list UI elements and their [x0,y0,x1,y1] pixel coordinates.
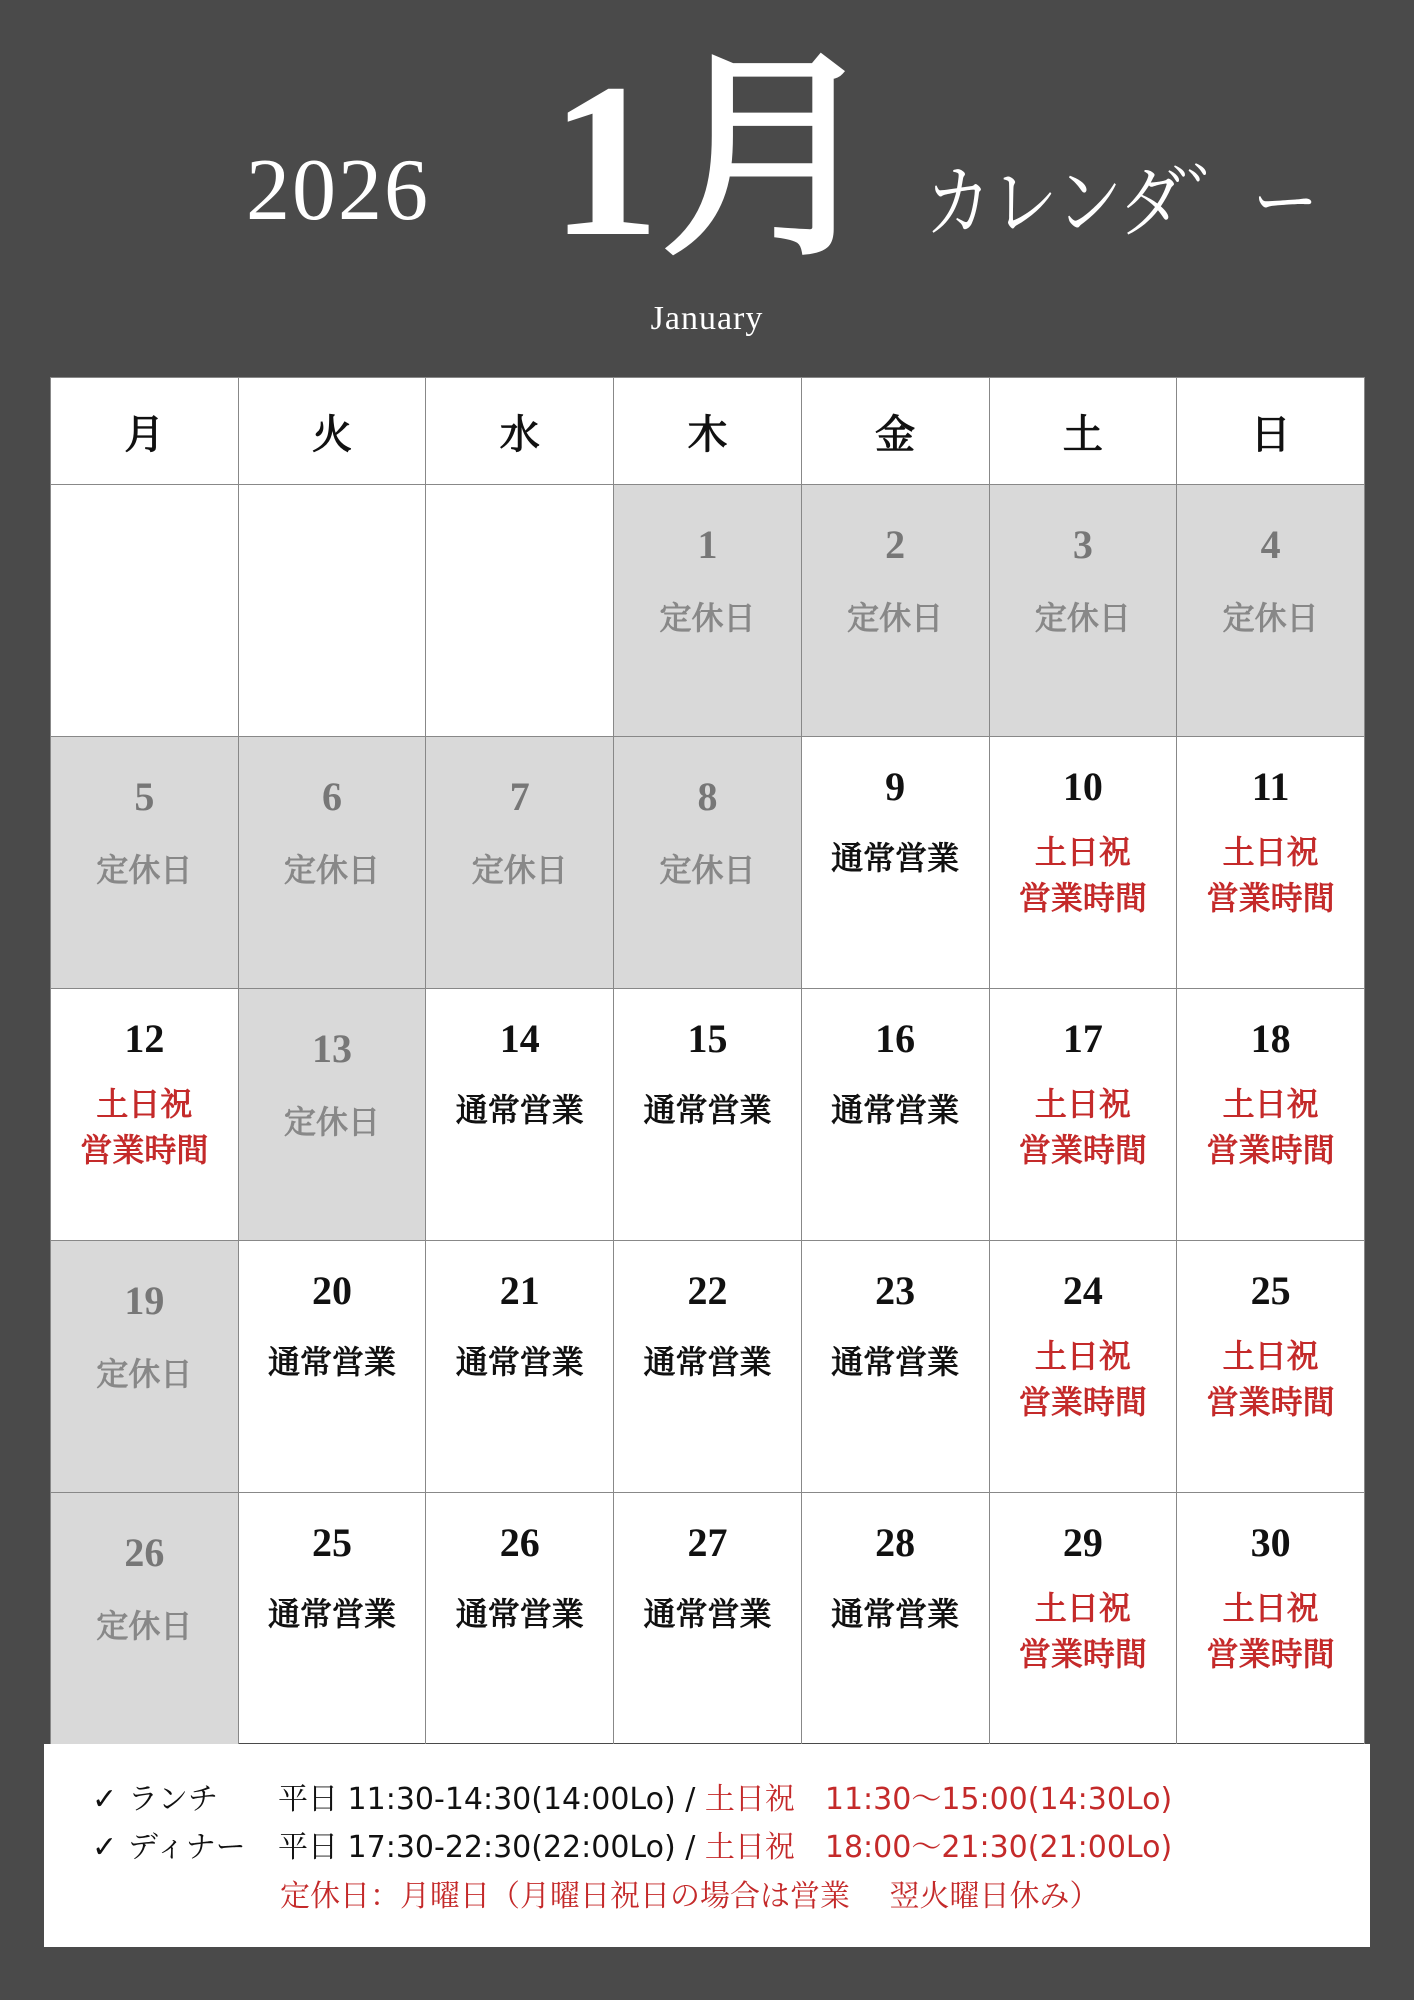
calendar-day-cell [614,737,802,989]
weekend-hours-label: 土日祝 営業時間 [1206,833,1335,918]
day-number: 22 [687,1268,728,1313]
day-number: 7 [509,774,530,819]
weekday-tue: 火 [238,378,426,485]
regular-hours-label: 通常営業 [455,1595,584,1633]
calendar-day-cell [1177,989,1365,1241]
calendar-day-cell [801,485,989,737]
calendar-day-cell [51,989,239,1241]
calendar-grid [50,377,1365,1743]
regular-hours-label: 通常営業 [268,1595,397,1633]
dinner-weekend-hours: 土日祝 18:00～21:30(21:00Lo) [704,1830,1173,1865]
check-icon: ✓ [92,1782,118,1817]
calendar-day-cell [801,1241,989,1493]
hours-notes [44,1744,1370,1947]
day-number: 23 [875,1268,916,1313]
day-number: 29 [1062,1520,1103,1565]
calendar-week-row [51,989,1365,1241]
day-number: 2 [885,522,906,567]
calendar-header [0,0,1414,370]
closed-label: 定休日 [96,851,193,889]
calendar-day-cell [238,737,426,989]
year-title: 2026 [246,142,430,239]
day-number: 25 [1250,1268,1291,1313]
weekend-hours-label: 土日祝 営業時間 [1018,1589,1147,1674]
calendar-day-cell [989,1493,1177,1745]
lunch-weekday-hours: 平日 11:30-14:30(14:00Lo) / [278,1782,705,1817]
weekend-hours-label: 土日祝 営業時間 [1206,1589,1335,1674]
day-number: 27 [687,1520,728,1565]
regular-hours-label: 通常営業 [831,1595,960,1633]
month-title: 1月 [550,38,881,282]
calendar-day-cell [614,1241,802,1493]
calendar-day-cell [238,1493,426,1745]
calendar-day-cell [1177,485,1365,737]
calendar-day-cell [238,1241,426,1493]
dinner-weekday-hours: 平日 17:30-22:30(22:00Lo) / [278,1830,705,1865]
day-number: 12 [124,1016,165,1061]
weekday-thu: 木 [614,378,802,485]
calendar-empty-cell [238,485,426,737]
closed-label: 定休日 [96,1355,193,1393]
day-number: 21 [499,1268,540,1313]
weekend-hours-label: 土日祝 営業時間 [1018,833,1147,918]
calendar-day-cell [1177,1241,1365,1493]
calendar-day-cell [238,989,426,1241]
day-number: 24 [1062,1268,1103,1313]
regular-hours-label: 通常営業 [643,1343,772,1381]
weekend-hours-label: 土日祝 営業時間 [1206,1337,1335,1422]
day-number: 8 [697,774,718,819]
calendar-day-cell [51,1493,239,1745]
regular-hours-label: 通常営業 [831,839,960,877]
calendar-day-cell [801,1493,989,1745]
regular-hours-label: 通常営業 [643,1091,772,1129]
day-number: 25 [312,1520,353,1565]
closed-label: 定休日 [96,1607,193,1645]
calendar-week-row [51,485,1365,737]
calendar-day-cell [426,737,614,989]
dinner-hours-row [92,1822,1172,1866]
weekday-header-row [51,378,1365,485]
calendar-empty-cell [426,485,614,737]
day-number: 10 [1062,764,1103,809]
month-english: January [650,300,764,337]
weekend-hours-label: 土日祝 営業時間 [1018,1337,1147,1422]
calendar-weeks [51,485,1365,1745]
day-number: 30 [1250,1520,1291,1565]
closed-label: 定休日 [847,599,944,637]
closed-day-note: 定休日：月曜日（月曜日祝日の場合は営業 翌火曜日休み） [280,1879,1100,1914]
day-number: 13 [312,1026,353,1071]
check-icon: ✓ [92,1830,118,1865]
day-number: 1 [697,522,718,567]
calendar-day-cell [1177,1493,1365,1745]
calendar-day-cell [51,1241,239,1493]
weekday-sun: 日 [1177,378,1365,485]
dinner-label: ディナー [128,1830,246,1865]
weekday-sat: 土 [989,378,1177,485]
regular-hours-label: 通常営業 [831,1343,960,1381]
calendar-day-cell [989,989,1177,1241]
calendar-day-cell [426,989,614,1241]
regular-hours-label: 通常営業 [455,1091,584,1129]
calendar-word: カレンダ゛ー [925,158,1319,248]
closed-label: 定休日 [1034,599,1131,637]
calendar-day-cell [614,989,802,1241]
calendar-day-cell [989,485,1177,737]
calendar-day-cell [989,1241,1177,1493]
calendar-empty-cell [51,485,239,737]
closed-label: 定休日 [659,599,756,637]
day-number: 14 [499,1016,540,1061]
day-number: 17 [1062,1016,1103,1061]
calendar-week-row [51,1493,1365,1745]
closed-label: 定休日 [284,851,381,889]
calendar-day-cell [614,1493,802,1745]
calendar-week-row [51,737,1365,989]
day-number: 5 [134,774,155,819]
regular-hours-label: 通常営業 [268,1343,397,1381]
calendar-day-cell [1177,737,1365,989]
day-number: 18 [1250,1016,1291,1061]
calendar-day-cell [426,1241,614,1493]
day-number: 26 [499,1520,540,1565]
day-number: 3 [1072,522,1093,567]
calendar-week-row [51,1241,1365,1493]
day-number: 16 [875,1016,916,1061]
calendar-day-cell [426,1493,614,1745]
weekend-hours-label: 土日祝 営業時間 [1206,1085,1335,1170]
closed-label: 定休日 [284,1103,381,1141]
closed-label: 定休日 [659,851,756,889]
closed-label: 定休日 [471,851,568,889]
regular-hours-label: 通常営業 [455,1343,584,1381]
lunch-weekend-hours: 土日祝 11:30～15:00(14:30Lo) [704,1782,1173,1817]
calendar-day-cell [989,737,1177,989]
day-number: 15 [687,1016,728,1061]
weekday-wed: 水 [426,378,614,485]
calendar-day-cell [614,485,802,737]
lunch-hours-row [92,1774,1172,1818]
calendar-day-cell [51,737,239,989]
weekend-hours-label: 土日祝 営業時間 [1018,1085,1147,1170]
day-number: 9 [885,764,906,809]
day-number: 20 [312,1268,353,1313]
day-number: 19 [124,1278,165,1323]
calendar-day-cell [801,989,989,1241]
day-number: 28 [875,1520,916,1565]
day-number: 11 [1251,764,1290,809]
day-number: 26 [124,1530,165,1575]
weekday-mon: 月 [51,378,239,485]
regular-hours-label: 通常営業 [643,1595,772,1633]
closed-label: 定休日 [1222,599,1319,637]
day-number: 6 [322,774,343,819]
weekend-hours-label: 土日祝 営業時間 [80,1085,209,1170]
calendar-day-cell [801,737,989,989]
lunch-label: ランチ [128,1782,218,1817]
weekday-fri: 金 [801,378,989,485]
day-number: 4 [1260,522,1281,567]
regular-hours-label: 通常営業 [831,1091,960,1129]
